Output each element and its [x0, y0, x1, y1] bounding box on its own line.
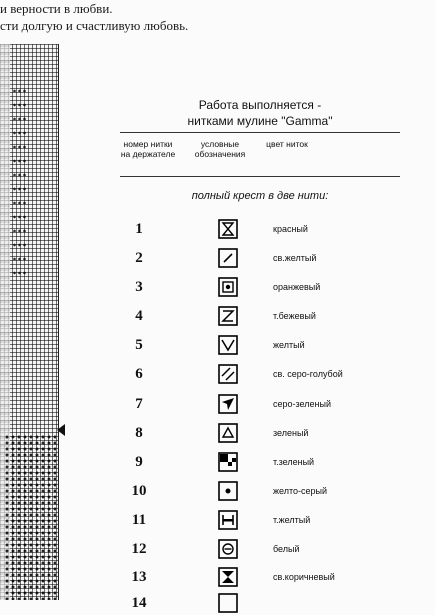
thread-color: желтый: [273, 340, 305, 350]
legend-row: [0, 362, 435, 386]
column-header-number: номер нитки на держателе: [120, 139, 176, 159]
double-slash-icon: [218, 364, 238, 384]
thread-color: зеленый: [273, 428, 309, 438]
thread-number: 2: [135, 250, 143, 266]
thread-color: красный: [273, 224, 308, 234]
h-bar-icon: [218, 510, 238, 530]
checker-icon: [218, 452, 238, 472]
legend-row: [0, 275, 435, 299]
legend-row: [0, 479, 435, 503]
thread-color: белый: [273, 544, 300, 554]
legend-row: [0, 304, 435, 328]
legend-row: [0, 508, 435, 532]
intro-line-1: и верности в любви.: [0, 1, 113, 16]
intro-line-2: сти долгую и счастливую любовь.: [0, 18, 189, 33]
thread-color: т.желтый: [273, 515, 311, 525]
thread-color: св. серо-голубой: [273, 369, 343, 379]
thread-number: 9: [135, 454, 143, 470]
black-triangle-flag-icon: [218, 394, 238, 414]
thread-number: 8: [135, 425, 143, 441]
circle-minus-icon: [218, 539, 238, 559]
partial-icon: [218, 593, 238, 613]
legend-row: [0, 246, 435, 270]
thread-number: 14: [131, 595, 147, 611]
thread-color: оранжевый: [273, 282, 321, 292]
thread-number: 7: [135, 396, 143, 412]
column-header-symbol: условные обозначения: [194, 139, 246, 159]
black-hourglass-icon: [218, 567, 238, 587]
v-letter-icon: [218, 335, 238, 355]
triangle-icon: [218, 423, 238, 443]
dot-icon: [218, 481, 238, 501]
thread-color: т.бежевый: [273, 311, 316, 321]
thread-number: 11: [131, 512, 147, 528]
legend-row: [0, 591, 435, 615]
legend-row: [0, 565, 435, 589]
legend-row: [0, 333, 435, 357]
thread-number: 4: [135, 308, 143, 324]
legend-subtitle: полный крест в две нити:: [191, 190, 329, 202]
legend-row: [0, 421, 435, 445]
thread-color: желто-серый: [273, 486, 328, 496]
thread-number: 3: [135, 279, 143, 295]
legend-title-line-1: Работа выполняется -: [198, 98, 322, 112]
thread-number: 6: [135, 366, 143, 382]
divider-top: [120, 132, 400, 133]
slash-icon: [218, 248, 238, 268]
thread-number: 13: [131, 569, 147, 585]
z-letter-icon: [218, 306, 238, 326]
legend-row: [0, 450, 435, 474]
thread-color: серо-зеленый: [273, 399, 331, 409]
thread-number: 1: [135, 221, 143, 237]
thread-number: 10: [131, 483, 147, 499]
thread-number: 12: [131, 541, 147, 557]
thread-color: св.желтый: [273, 253, 317, 263]
legend-title-line-2: нитками мулине "Gamma": [187, 114, 333, 128]
legend-row: [0, 392, 435, 416]
hourglass-x-icon: [218, 219, 238, 239]
thread-color: св.коричневый: [273, 572, 335, 582]
divider-bottom: [120, 176, 400, 177]
intro-text: [0, 0, 188, 34]
filled-square-dot-icon: [218, 277, 238, 297]
thread-color: т.зеленый: [273, 457, 315, 467]
thread-number: 5: [135, 337, 143, 353]
legend-row: [0, 217, 435, 241]
legend-row: [0, 537, 435, 561]
column-header-color: цвет ниток: [266, 139, 308, 149]
